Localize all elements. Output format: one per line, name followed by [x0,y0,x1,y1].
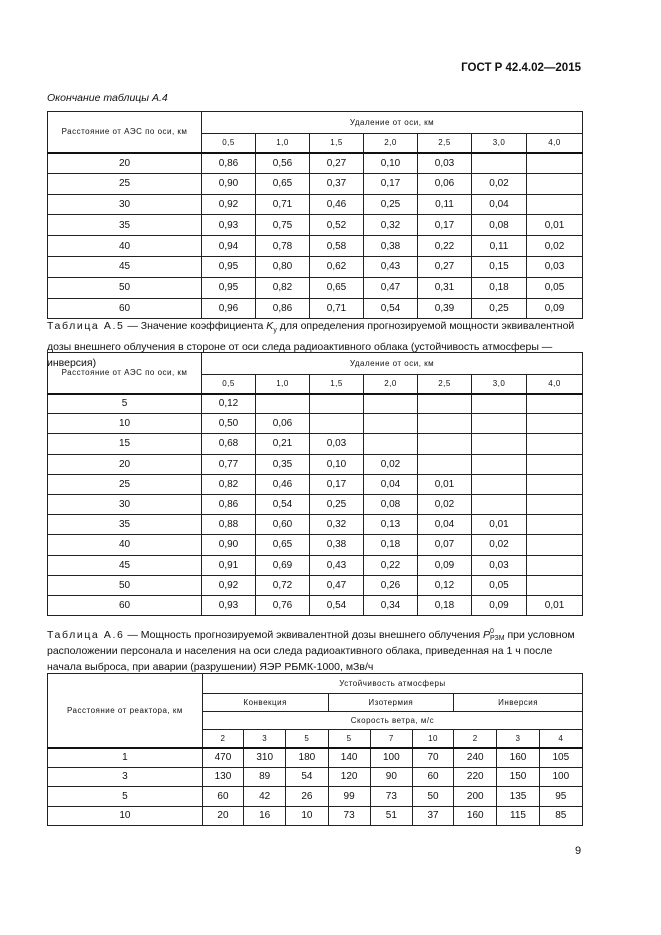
value-cell [364,394,418,414]
value-cell: 0,80 [256,256,310,277]
table-row [48,515,583,535]
value-cell: 0,13 [364,515,418,535]
value-cell: 0,46 [256,474,310,494]
value-cell: 0,50 [202,414,256,434]
value-cell: 0,09 [527,298,583,319]
value-cell: 130 [202,767,243,787]
value-cell: 0,10 [310,454,364,474]
value-cell [527,454,583,474]
value-cell [527,414,583,434]
value-cell: 70 [412,748,453,768]
value-cell [472,454,527,474]
value-cell: 0,26 [364,575,418,595]
value-cell: 0,65 [310,277,364,298]
table-row [48,194,583,215]
table-row [48,595,583,615]
wind-header-cell: Скорость ветра, м/с [202,712,582,730]
value-cell: 0,07 [418,535,472,555]
table-a5 [47,352,583,616]
table-row [48,535,583,555]
value-cell: 0,04 [418,515,472,535]
value-cell: 0,06 [418,173,472,194]
group-header-cell: Конвекция [202,694,328,712]
column-header: 2 [202,730,243,748]
value-cell [527,515,583,535]
distance-cell: 60 [48,595,202,615]
value-cell: 0,71 [256,194,310,215]
table-row [48,153,583,174]
distance-cell: 1 [48,748,203,768]
value-cell: 100 [370,748,412,768]
value-cell [527,494,583,514]
dose-symbol: P [482,629,490,641]
value-cell: 0,43 [310,555,364,575]
value-cell: 0,88 [202,515,256,535]
value-cell: 120 [328,767,370,787]
value-cell [418,434,472,454]
value-cell: 0,62 [310,256,364,277]
distance-cell: 60 [48,298,202,319]
value-cell: 0,77 [202,454,256,474]
value-cell [472,434,527,454]
value-cell: 60 [412,767,453,787]
value-cell: 0,39 [418,298,472,319]
value-cell: 0,52 [310,215,364,236]
group-header-cell: Удаление от оси, км [202,353,583,375]
value-cell [310,414,364,434]
value-cell: 0,03 [310,434,364,454]
value-cell: 54 [286,767,328,787]
value-cell: 20 [202,806,243,826]
table-row [48,806,583,826]
distance-cell: 45 [48,256,202,277]
column-header: 1,5 [310,134,364,153]
value-cell: 0,90 [202,173,256,194]
value-cell: 73 [370,787,412,807]
value-cell: 160 [454,806,497,826]
value-cell: 0,38 [310,535,364,555]
value-cell [418,454,472,474]
value-cell: 0,37 [310,173,364,194]
value-cell: 42 [244,787,286,807]
table-row [48,555,583,575]
value-cell [364,434,418,454]
distance-cell: 40 [48,236,202,257]
value-cell: 0,10 [364,153,418,174]
table-row [48,394,583,414]
row-header-cell: Расстояние от АЭС по оси, км [48,353,202,394]
value-cell [527,153,583,174]
header-row [48,112,583,134]
value-cell: 0,94 [202,236,256,257]
value-cell: 0,54 [364,298,418,319]
table-row [48,414,583,434]
table-row [48,454,583,474]
value-cell: 0,18 [418,595,472,615]
table-a4 [47,111,583,319]
value-cell: 470 [202,748,243,768]
value-cell [472,474,527,494]
value-cell [256,394,310,414]
value-cell: 0,11 [472,236,527,257]
value-cell: 51 [370,806,412,826]
value-cell: 0,08 [364,494,418,514]
value-cell: 85 [539,806,582,826]
value-cell: 0,82 [256,277,310,298]
value-cell: 0,54 [256,494,310,514]
value-cell: 200 [454,787,497,807]
distance-cell: 3 [48,767,203,787]
header-row [48,353,583,375]
column-header: 2,5 [418,134,472,153]
value-cell: 0,93 [202,215,256,236]
value-cell: 0,05 [527,277,583,298]
value-cell: 10 [286,806,328,826]
value-cell [527,394,583,414]
column-header: 4,0 [527,134,583,153]
column-header: 1,0 [256,375,310,394]
value-cell: 0,32 [310,515,364,535]
value-cell: 0,96 [202,298,256,319]
value-cell: 0,17 [310,474,364,494]
group-header-cell: Инверсия [454,694,583,712]
distance-cell: 50 [48,277,202,298]
value-cell: 0,95 [202,256,256,277]
caption-text: при условном расположении персонала и населения на оси следа радиоактивного облака, приведенная на 1 ч после начала выброса, при аварии (разрушении) ЯЭР РБМК-1000, мЗв/ч [47,629,575,673]
coef-symbol: K [266,320,274,332]
value-cell: 0,12 [418,575,472,595]
column-header: 7 [370,730,412,748]
dose-superscript: 0 [489,628,494,636]
value-cell: 0,82 [202,474,256,494]
value-cell [527,173,583,194]
value-cell [310,394,364,414]
value-cell: 0,25 [310,494,364,514]
column-header: 10 [412,730,453,748]
value-cell: 0,01 [527,595,583,615]
value-cell [418,414,472,434]
value-cell: 0,15 [472,256,527,277]
value-cell: 50 [412,787,453,807]
column-header: 2,0 [364,134,418,153]
table-a6-caption [47,627,581,675]
value-cell [527,194,583,215]
value-cell: 0,71 [310,298,364,319]
value-cell: 140 [328,748,370,768]
value-cell: 0,04 [364,474,418,494]
value-cell: 0,91 [202,555,256,575]
value-cell: 0,60 [256,515,310,535]
value-cell: 105 [539,748,582,768]
column-header: 5 [286,730,328,748]
value-cell: 0,03 [527,256,583,277]
table-row [48,575,583,595]
group-header-cell: Изотермия [328,694,454,712]
value-cell: 0,65 [256,173,310,194]
value-cell: 0,01 [472,515,527,535]
coef-subscript: y [273,327,277,335]
table-row [48,787,583,807]
value-cell: 160 [497,748,539,768]
value-cell: 180 [286,748,328,768]
value-cell: 220 [454,767,497,787]
value-cell: 16 [244,806,286,826]
value-cell: 0,02 [472,535,527,555]
value-cell: 100 [539,767,582,787]
value-cell [527,575,583,595]
table-row [48,277,583,298]
column-header: 1,0 [256,134,310,153]
row-header-cell: Расстояние от АЭС по оси, км [48,112,202,153]
distance-cell: 10 [48,414,202,434]
table-a6-label: Таблица А.6 [47,629,125,641]
value-cell: 0,25 [472,298,527,319]
value-cell: 0,92 [202,194,256,215]
value-cell: 0,86 [256,298,310,319]
distance-cell: 15 [48,434,202,454]
value-cell [364,414,418,434]
table-row [48,215,583,236]
table-row [48,256,583,277]
column-header: 3 [244,730,286,748]
table-row [48,173,583,194]
value-cell: 0,22 [364,555,418,575]
column-header: 3,0 [472,134,527,153]
column-header: 0,5 [202,134,256,153]
value-cell: 0,72 [256,575,310,595]
value-cell: 0,69 [256,555,310,575]
group-header-cell: Удаление от оси, км [202,112,583,134]
column-header: 0,5 [202,375,256,394]
value-cell: 0,68 [202,434,256,454]
value-cell: 0,21 [256,434,310,454]
value-cell: 0,38 [364,236,418,257]
value-cell: 115 [497,806,539,826]
value-cell: 0,02 [527,236,583,257]
distance-cell: 10 [48,806,203,826]
distance-cell: 20 [48,454,202,474]
value-cell: 60 [202,787,243,807]
value-cell: 26 [286,787,328,807]
value-cell: 0,01 [527,215,583,236]
value-cell: 150 [497,767,539,787]
value-cell [527,434,583,454]
column-header: 4,0 [527,375,583,394]
value-cell: 0,17 [364,173,418,194]
value-cell [472,394,527,414]
value-cell: 0,17 [418,215,472,236]
table-row [48,767,583,787]
value-cell: 0,34 [364,595,418,615]
distance-cell: 30 [48,194,202,215]
value-cell: 0,03 [418,153,472,174]
value-cell: 0,95 [202,277,256,298]
page-number: 9 [575,845,582,857]
value-cell: 95 [539,787,582,807]
distance-cell: 35 [48,515,202,535]
column-header: 3,0 [472,375,527,394]
value-cell: 0,06 [256,414,310,434]
value-cell: 0,27 [310,153,364,174]
value-cell: 0,86 [202,153,256,174]
table-a6 [47,673,583,826]
table-row [48,298,583,319]
value-cell: 0,54 [310,595,364,615]
caption-text: для определения прогнозируемой мощности эквивалентной дозы внешнего облучения в стороне от оси следа радиоактивного облака (устойчивость атмосферы — инверсия) [47,320,575,370]
value-cell [472,494,527,514]
value-cell [527,535,583,555]
table-a4-caption: Окончание таблицы А.4 [47,92,168,104]
distance-cell: 25 [48,474,202,494]
column-header: 2,5 [418,375,472,394]
distance-cell: 20 [48,153,202,174]
distance-cell: 45 [48,555,202,575]
value-cell [418,394,472,414]
column-header: 5 [328,730,370,748]
table-row [48,236,583,257]
column-header: 2 [454,730,497,748]
distance-cell: 25 [48,173,202,194]
table-a5-label: Таблица А.5 [47,320,125,332]
value-cell: 0,11 [418,194,472,215]
value-cell: 0,12 [202,394,256,414]
value-cell: 0,31 [418,277,472,298]
value-cell: 37 [412,806,453,826]
value-cell: 240 [454,748,497,768]
distance-cell: 5 [48,787,203,807]
table-row [48,748,583,768]
value-cell: 0,76 [256,595,310,615]
value-cell: 0,35 [256,454,310,474]
header-row [48,674,583,694]
value-cell: 0,32 [364,215,418,236]
value-cell: 310 [244,748,286,768]
value-cell [472,153,527,174]
value-cell: 0,47 [364,277,418,298]
value-cell: 0,18 [472,277,527,298]
value-cell: 0,27 [418,256,472,277]
column-header: 3 [497,730,539,748]
value-cell: 0,09 [418,555,472,575]
column-header: 4 [539,730,582,748]
value-cell: 0,56 [256,153,310,174]
caption-text: — Мощность прогнозируемой эквивалентной дозы внешнего облучения [124,629,483,641]
value-cell: 0,47 [310,575,364,595]
value-cell: 0,22 [418,236,472,257]
table-row [48,474,583,494]
column-header: 2,0 [364,375,418,394]
value-cell: 0,05 [472,575,527,595]
value-cell: 0,46 [310,194,364,215]
distance-cell: 30 [48,494,202,514]
value-cell: 0,90 [202,535,256,555]
value-cell [527,555,583,575]
value-cell: 90 [370,767,412,787]
value-cell: 0,86 [202,494,256,514]
column-header: 1,5 [310,375,364,394]
value-cell: 0,58 [310,236,364,257]
value-cell: 135 [497,787,539,807]
value-cell: 0,02 [418,494,472,514]
value-cell: 0,02 [472,173,527,194]
dose-subscript: РЗМ [489,635,505,643]
row-header-cell: Расстояние от реактора, км [48,674,203,748]
value-cell: 0,65 [256,535,310,555]
value-cell: 0,03 [472,555,527,575]
value-cell: 0,04 [472,194,527,215]
value-cell: 0,25 [364,194,418,215]
value-cell: 0,02 [364,454,418,474]
value-cell: 99 [328,787,370,807]
value-cell: 0,75 [256,215,310,236]
value-cell: 0,43 [364,256,418,277]
value-cell: 0,93 [202,595,256,615]
value-cell: 0,01 [418,474,472,494]
stability-header-cell: Устойчивость атмосферы [202,674,582,694]
value-cell [472,414,527,434]
value-cell: 0,92 [202,575,256,595]
distance-cell: 50 [48,575,202,595]
value-cell [527,474,583,494]
table-row [48,494,583,514]
document-id: ГОСТ Р 42.4.02—2015 [461,62,581,74]
distance-cell: 40 [48,535,202,555]
value-cell: 0,18 [364,535,418,555]
value-cell: 73 [328,806,370,826]
distance-cell: 35 [48,215,202,236]
value-cell: 0,09 [472,595,527,615]
value-cell: 0,08 [472,215,527,236]
table-row [48,434,583,454]
value-cell: 0,78 [256,236,310,257]
distance-cell: 5 [48,394,202,414]
value-cell: 89 [244,767,286,787]
caption-text: — Значение коэффициента [124,320,267,332]
